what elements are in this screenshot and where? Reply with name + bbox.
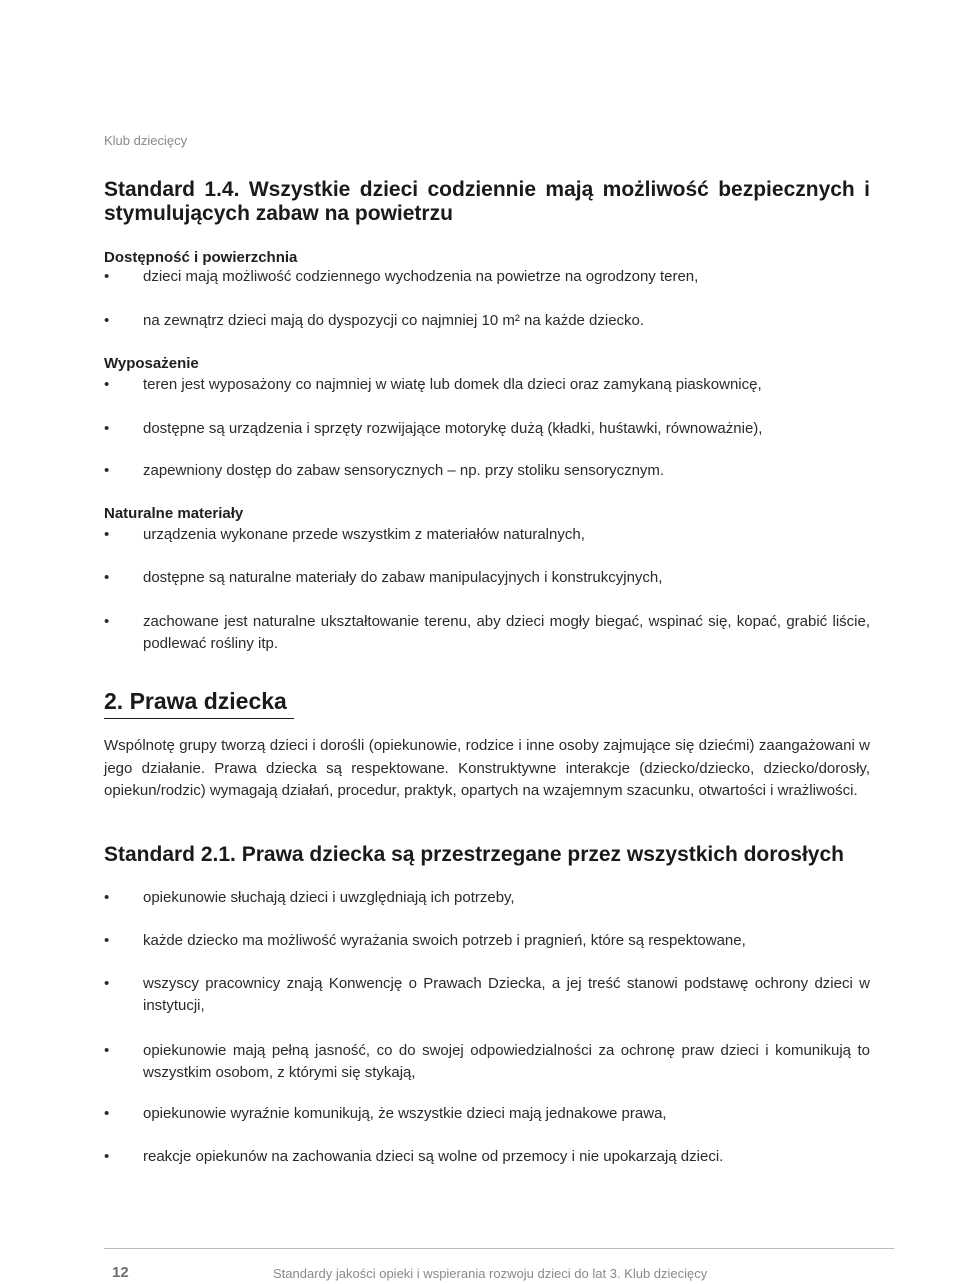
list-item: • dostępne są urządzenia i sprzęty rozwijające motorykę dużą (kładki, huśtawki, równoważnie), — [104, 418, 870, 440]
list-item: • teren jest wyposażony co najmniej w wiatę lub domek dla dzieci oraz zamykaną piaskownicę, — [104, 374, 870, 396]
bullet-icon: • — [104, 1105, 110, 1122]
list-item: • opiekunowie słuchają dzieci i uwzględniają ich potrzeby, — [104, 887, 870, 909]
footer-divider — [104, 1248, 894, 1249]
bullet-icon: • — [104, 932, 110, 949]
bullet-icon: • — [104, 1042, 110, 1059]
bullet-icon: • — [104, 312, 110, 329]
list-item: • zapewniony dostęp do zabaw sensorycznych – np. przy stoliku sensorycznym. — [104, 460, 870, 482]
bullet-icon: • — [104, 420, 110, 437]
standard-1-4-title: Standard 1.4. Wszystkie dzieci codziennie mają możliwość bezpiecznych i stymulujących zabaw na powietrzu — [104, 178, 870, 225]
bullet-icon: • — [104, 1148, 110, 1165]
standard-2-1-title: Standard 2.1. Prawa dziecka są przestrzegane przez wszystkich dorosłych — [104, 843, 844, 866]
section-heading-equipment: Wyposażenie — [104, 355, 199, 372]
bullet-icon: • — [104, 376, 110, 393]
bullet-icon: • — [104, 569, 110, 586]
list-item: • każde dziecko ma możliwość wyrażania swoich potrzeb i pragnień, które są respektowane, — [104, 930, 870, 952]
list-item: • dostępne są naturalne materiały do zabaw manipulacyjnych i konstrukcyjnych, — [104, 567, 870, 589]
section-heading-natural-materials: Naturalne materiały — [104, 505, 244, 522]
footer-title: Standardy jakości opieki i wspierania rozwoju dzieci do lat 3. Klub dziecięcy — [273, 1266, 708, 1281]
list-item: • zachowane jest naturalne ukształtowanie terenu, aby dzieci mogły biegać, wspinać się, kopać, grabić liście, podlewać rośliny itp. — [104, 613, 870, 652]
bullet-icon: • — [104, 268, 110, 285]
chapter-heading: 2. Prawa dziecka — [104, 688, 294, 719]
bullet-icon: • — [104, 462, 110, 479]
list-item: • wszyscy pracownicy znają Konwencję o Prawach Dziecka, a jej treść stanowi podstawę ochrony dzieci w instytucji, — [104, 975, 870, 1014]
list-item: • reakcje opiekunów na zachowania dzieci są wolne od przemocy i nie upokarzają dzieci. — [104, 1146, 870, 1168]
bullet-icon: • — [104, 889, 110, 906]
chapter-intro-paragraph: Wspólnotę grupy tworzą dzieci i dorośli (opiekunowie, rodzice i inne osoby zajmujące się dziećmi) zaangażowani w jego działanie. Prawa dziecka są respektowane. Konstruktywne interakcje (dziecko/dziecko, dziecko/dorosły, opiekun/rodzic) wymagają działań, procedur, praktyk, opartych na wzajemnym szacunku, otwartości i wrażliwości. — [104, 737, 870, 799]
running-head: Klub dziecięcy — [104, 133, 188, 148]
list-item: • dzieci mają możliwość codziennego wychodzenia na powietrze na ogrodzony teren, — [104, 266, 870, 288]
list-item: • opiekunowie wyraźnie komunikują, że wszystkie dzieci mają jednakowe prawa, — [104, 1103, 870, 1125]
section-heading-accessibility: Dostępność i powierzchnia — [104, 249, 298, 266]
bullet-icon: • — [104, 975, 110, 992]
page-number: 12 — [112, 1264, 129, 1281]
list-item: • opiekunowie mają pełną jasność, co do swojej odpowiedzialności za ochronę praw dzieci i komunikują to wszystkim osobom, z którymi się stykają, — [104, 1042, 870, 1081]
bullet-icon: • — [104, 613, 110, 630]
bullet-icon: • — [104, 526, 110, 543]
list-item: • urządzenia wykonane przede wszystkim z materiałów naturalnych, — [104, 524, 870, 546]
list-item: • na zewnątrz dzieci mają do dyspozycji co najmniej 10 m² na każde dziecko. — [104, 310, 870, 332]
